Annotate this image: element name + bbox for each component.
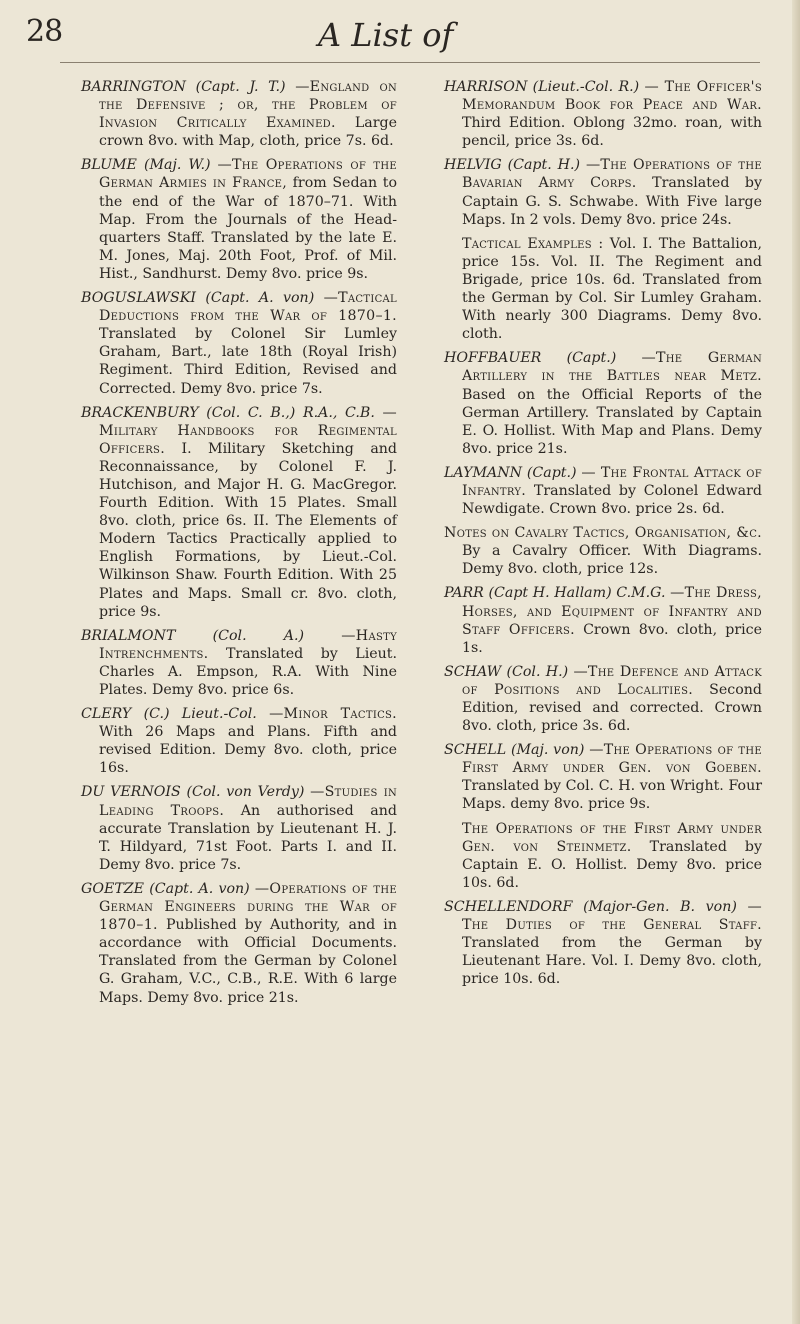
entry-qualifier: (Col. H.) bbox=[506, 663, 569, 680]
catalogue-entry bbox=[81, 156, 397, 283]
entry-title: —Operations of the German Engineers during the War of 1870–1. bbox=[99, 880, 398, 934]
entry-body: Second Edition, revised and corrected. Crown 8vo. cloth, price 3s. 6d. bbox=[462, 681, 762, 735]
entry-qualifier: (Capt.) bbox=[566, 350, 617, 367]
entry-title: — The Frontal Attack of Infantry. bbox=[462, 464, 762, 499]
running-title: A List of bbox=[318, 16, 454, 54]
entry-author: SCHAW bbox=[444, 663, 502, 680]
entry-body: Translated from the German by Lieutenant Hare. Vol. I. Demy 8vo. cloth, price 10s. 6d. bbox=[462, 935, 762, 988]
catalogue-entry bbox=[444, 524, 762, 578]
entry-qualifier: (Major-Gen. B. von) bbox=[583, 898, 737, 915]
entry-body: Translated by Colonel Sir Lumley Graham, Bart., late 18th (Royal Irish) Regiment. Third Edition, Revised and Corrected. Demy 8vo. price 7s. bbox=[99, 326, 397, 397]
entry-author: HARRISON bbox=[444, 79, 528, 95]
entry-author: BRIALMONT bbox=[81, 627, 176, 644]
catalogue-entry bbox=[81, 404, 397, 621]
entry-author: GOETZE bbox=[81, 880, 144, 897]
entry-body: By a Cavalry Officer. With Diagrams. Demy 8vo. cloth, price 12s. bbox=[462, 543, 762, 578]
entry-author: BOGUSLAWSKI bbox=[81, 290, 196, 307]
entry-title: Tactical Examples : bbox=[462, 235, 604, 252]
catalogue-entry bbox=[444, 235, 762, 344]
entry-qualifier: (Capt. H.) bbox=[507, 157, 581, 174]
entry-title: —Tactical Deductions from the War of 1870–1. bbox=[99, 290, 397, 325]
entry-qualifier: (Lieut.-Col. R.) bbox=[532, 79, 640, 95]
entry-qualifier: (Capt. A. von) bbox=[149, 880, 250, 897]
entry-body: Translated by Captain E. O. Hollist. Demy 8vo. price 10s. 6d. bbox=[462, 838, 762, 891]
entry-title: —Hasty Intrenchments. bbox=[99, 627, 398, 662]
catalogue-entry bbox=[81, 783, 397, 873]
header-rule bbox=[60, 62, 760, 63]
entry-body: Translated by Col. C. H. von Wright. Four Maps. demy 8vo. price 9s. bbox=[462, 778, 762, 813]
entry-title: —Military Handbooks for Regimental Officers. bbox=[99, 404, 397, 457]
entry-author: BARRINGTON bbox=[81, 79, 186, 95]
entry-title: — The Officer's Memorandum Book for Peace and War. bbox=[462, 79, 762, 114]
entry-body: I. Military Sketching and Reconnaissance, by Colonel F. J. Hutchison, and Major H. G. MacGregor. Fourth Edition. With 15 Plates. Small 8vo. cloth, price 6s. II. The Elements of Modern Tactics Practically applied to English Formations, by Lieut.-Col. Wilkinson Shaw. Fourth Edition. With 25 Plates and Maps. Small cr. 8vo. cloth, price 9s. bbox=[99, 440, 397, 620]
catalogue-entry bbox=[444, 898, 762, 988]
entry-body: Published by Authority, and in accordance with Official Documents. Translated from the German by Colonel G. Graham, V.C., C.B., R.E. With 6 large Maps. Demy 8vo. price 21s. bbox=[99, 917, 397, 1006]
catalogue-entry bbox=[444, 464, 762, 518]
catalogue-entry bbox=[444, 349, 762, 458]
entry-qualifier: (Col. C. B.,) R.A., C.B. bbox=[206, 404, 375, 421]
catalogue-entry bbox=[81, 627, 397, 699]
entry-body: Translated by Colonel Edward Newdigate. Crown 8vo. price 2s. 6d. bbox=[462, 482, 762, 518]
entry-title: —The Operations of the German Armies in France, bbox=[99, 157, 397, 192]
entry-qualifier: (Capt.) bbox=[526, 464, 577, 481]
entry-body: Crown 8vo. cloth, price 1s. bbox=[462, 621, 762, 656]
entry-qualifier: (Col. A.) bbox=[212, 627, 305, 644]
catalogue-entry bbox=[444, 156, 762, 228]
left-column bbox=[81, 78, 397, 1013]
entry-title: —The German Artillery in the Battles near Metz. bbox=[462, 350, 762, 385]
entry-body: Third Edition. Oblong 32mo. roan, with pencil, price 3s. 6d. bbox=[462, 115, 762, 150]
entry-title: —The Defence and Attack of Positions and Localities. bbox=[462, 663, 762, 698]
entry-author: DU VERNOIS bbox=[81, 784, 181, 801]
page-number: 28 bbox=[26, 14, 63, 49]
right-column bbox=[444, 78, 762, 994]
entry-title: Notes on Cavalry Tactics, Organisation, &c. bbox=[444, 525, 762, 542]
entry-body: Translated by Captain G. S. Schwabe. With Five large Maps. In 2 vols. Demy 8vo. price 24s. bbox=[462, 175, 762, 228]
entry-title: —Studies in Leading Troops. bbox=[99, 784, 398, 819]
entry-body: Large crown 8vo. with Map, cloth, price 7s. 6d. bbox=[99, 115, 397, 150]
entry-title: —Minor Tactics. bbox=[269, 706, 397, 723]
catalogue-entry bbox=[444, 820, 762, 892]
entry-qualifier: (Capt. A. von) bbox=[205, 290, 315, 307]
entry-author: LAYMANN bbox=[444, 464, 523, 481]
entry-body: Vol. I. The Battalion, price 15s. Vol. II. The Regiment and Brigade, price 10s. 6d. Translated from the German by Col. Sir Lumley Graham. With nearly 300 Diagrams. Demy 8vo. cloth. bbox=[462, 235, 762, 343]
entry-qualifier: (Capt. J. T.) bbox=[195, 79, 286, 95]
entry-title: —England on the Defensive ; or, the Problem of Invasion Critically Examined. bbox=[99, 79, 397, 132]
entry-author: SCHELLENDORF bbox=[444, 898, 573, 915]
catalogue-entry bbox=[81, 705, 397, 777]
entry-title: —The Operations of the Bavarian Army Corps. bbox=[462, 157, 763, 192]
catalogue-entry bbox=[81, 289, 397, 398]
catalogue-entry bbox=[81, 880, 397, 1007]
entry-qualifier: (Col. von Verdy) bbox=[186, 784, 305, 801]
catalogue-entry bbox=[81, 78, 397, 150]
entry-body: Translated by Lieut. Charles A. Empson, R.A. With Nine Plates. Demy 8vo. price 6s. bbox=[99, 645, 397, 698]
entry-author: BLUME bbox=[81, 157, 137, 174]
catalogue-entry bbox=[444, 741, 762, 813]
entry-qualifier: (Maj. W.) bbox=[143, 157, 211, 174]
catalogue-entry bbox=[444, 584, 762, 656]
page-edge bbox=[792, 0, 800, 1324]
entry-author: SCHELL bbox=[444, 742, 507, 759]
entry-author: HELVIG bbox=[444, 157, 502, 174]
catalogue-entry bbox=[444, 78, 762, 150]
entry-qualifier: (Capt H. Hallam) C.M.G. bbox=[488, 585, 666, 602]
entry-author: PARR bbox=[444, 585, 484, 602]
entry-qualifier: (Maj. von) bbox=[510, 742, 585, 759]
entry-title: —The Duties of the General Staff. bbox=[462, 898, 763, 934]
entry-body: Based on the Official Reports of the German Artillery. Translated by Captain E. O. Hollist. With Map and Plans. Demy 8vo. price 21s. bbox=[462, 386, 762, 457]
entry-body: from Sedan to the end of the War of 1870–71. With Map. From the Journals of the Head-quarters Staff. Translated by the late E. M. Jones, Maj. 20th Foot, Prof. of Mil. Hist., Sandhurst. Demy 8vo. price 9s. bbox=[99, 175, 397, 282]
entry-title: The Operations of the First Army under Gen. von Steinmetz. bbox=[462, 820, 762, 855]
entry-title: —The Operations of the First Army under Gen. von Goeben. bbox=[462, 742, 762, 777]
catalogue-entry bbox=[444, 663, 762, 735]
entry-author: CLERY bbox=[81, 706, 132, 723]
entry-author: HOFFBAUER bbox=[444, 350, 542, 367]
entry-body: An authorised and accurate Translation by Lieutenant H. J. T. Hildyard, 71st Foot. Parts I. and II. Demy 8vo. price 7s. bbox=[99, 802, 397, 873]
entry-body: With 26 Maps and Plans. Fifth and revised Edition. Demy 8vo. cloth, price 16s. bbox=[99, 724, 397, 777]
entry-qualifier: (C.) Lieut.-Col. bbox=[143, 706, 257, 723]
entry-author: BRACKENBURY bbox=[81, 404, 199, 421]
entry-title: —The Dress, Horses, and Equipment of Infantry and Staff Officers. bbox=[462, 585, 762, 638]
